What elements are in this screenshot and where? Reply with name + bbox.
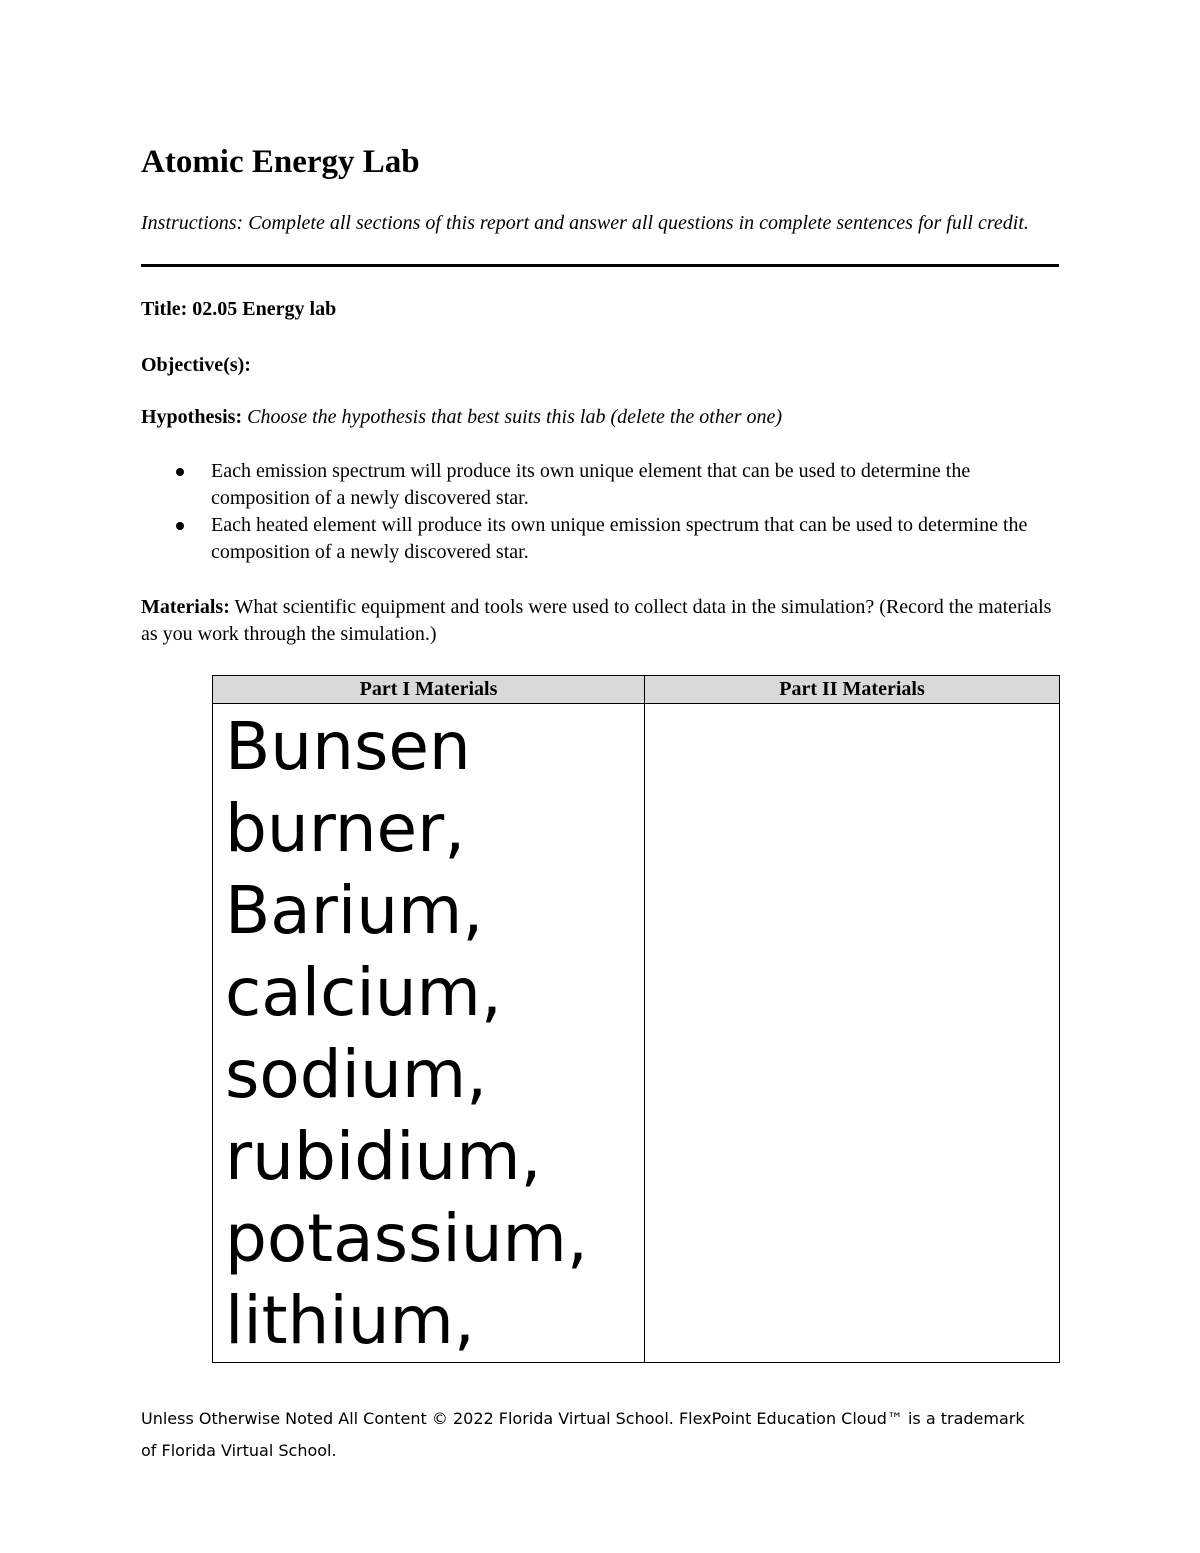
hypothesis-option-text: Each emission spectrum will produce its own unique element that can be used to determine the composition of a newly discovered star.: [211, 460, 971, 509]
part1-materials-cell[interactable]: Bunsen burner, Barium, calcium, sodium, rubidium, potassium, lithium,: [213, 704, 645, 1363]
title-value[interactable]: 02.05 Energy lab: [192, 298, 337, 320]
hypothesis-options: [141, 458, 1059, 566]
instructions-text: Instructions: Complete all sections of this report and answer all questions in complete sentences for full credit.: [141, 212, 1029, 234]
title-label: Title:: [141, 298, 188, 320]
hypothesis-option[interactable]: [141, 512, 1059, 566]
hypothesis-label: Hypothesis:: [141, 406, 243, 428]
part1-header: Part I Materials: [213, 676, 645, 704]
materials-prompt: What scientific equipment and tools were used to collect data in the simulation? (Record the materials as you work through the simulation.): [141, 596, 1052, 645]
bullet-icon: [176, 522, 184, 530]
materials-table: [212, 675, 1060, 1363]
hypothesis-option[interactable]: [141, 458, 1059, 512]
page-title: Atomic Energy Lab: [141, 144, 420, 180]
materials-field: [141, 594, 1059, 648]
objectives-label: Objective(s):: [141, 354, 251, 376]
footer-copyright: Unless Otherwise Noted All Content © 2022 Florida Virtual School. FlexPoint Education Cloud™ is a trademark of Florida Virtual School.: [141, 1409, 1025, 1460]
materials-label: Materials:: [141, 596, 230, 618]
title-field: [141, 296, 336, 323]
table-row: [213, 704, 1060, 1363]
table-header-row: [213, 676, 1060, 704]
objectives-field: [141, 352, 251, 379]
hypothesis-option-text: Each heated element will produce its own unique emission spectrum that can be used to determine the composition of a newly discovered star.: [211, 514, 1028, 563]
part2-materials-cell[interactable]: [645, 704, 1060, 1363]
hypothesis-field: [141, 404, 782, 431]
hypothesis-prompt: Choose the hypothesis that best suits this lab (delete the other one): [247, 406, 783, 428]
bullet-icon: [176, 468, 184, 476]
header-divider: [141, 264, 1059, 267]
part2-header: Part II Materials: [645, 676, 1060, 704]
